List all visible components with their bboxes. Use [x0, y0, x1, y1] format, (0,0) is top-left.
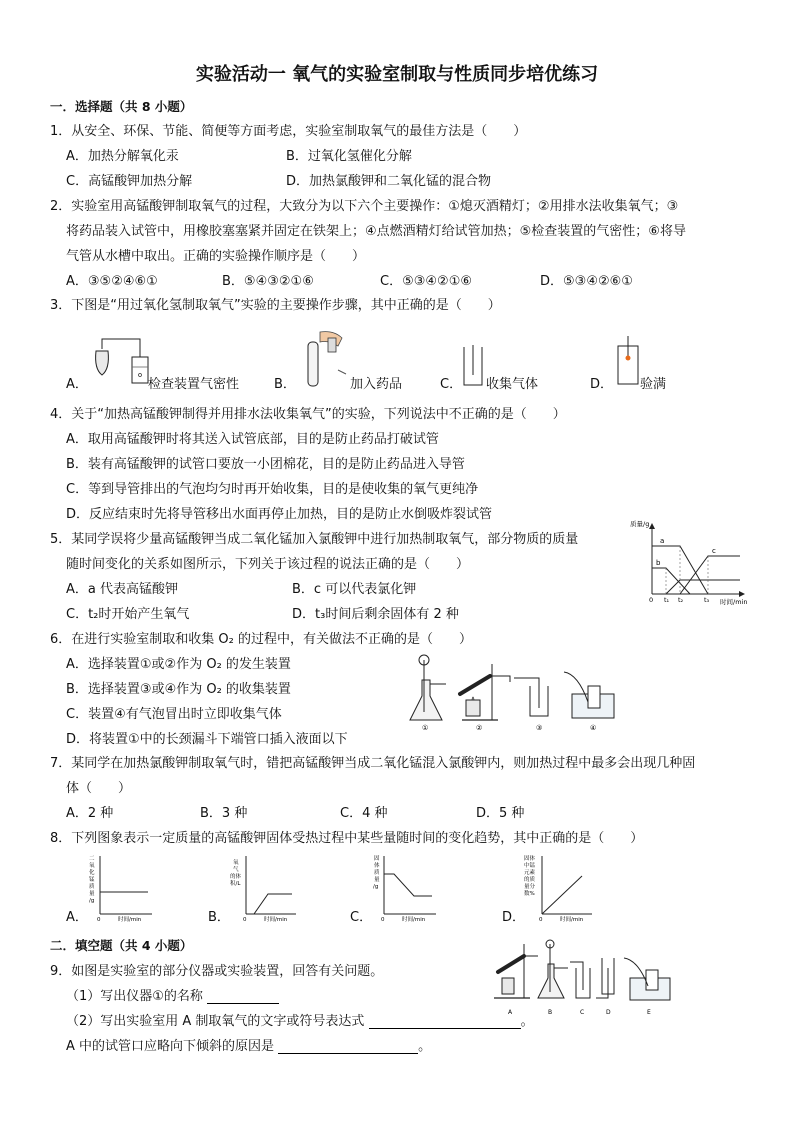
graph-tick-t3: t₃: [704, 596, 710, 604]
answer-blank-3[interactable]: [278, 1053, 418, 1054]
question-2-option-b: B．⑤④③②①⑥: [222, 274, 314, 289]
svg-text:固体质量/g: 固体质量/g: [373, 856, 380, 890]
question-3-caption-d: 验满: [640, 377, 667, 392]
graph-y-label: 质量/g: [630, 520, 650, 528]
question-5-line-2: 随时间变化的关系如图所示，下列关于该过程的说法正确的是（ ）: [66, 557, 470, 572]
apparatus-label-e: E: [647, 1009, 651, 1016]
svg-text:固体中锰元素的质量分数%: 固体中锰元素的质量分数%: [524, 856, 536, 897]
question-8-option-b: B．: [208, 910, 230, 925]
question-2-line-3: 气管从水槽中取出。正确的实验操作顺序是（ ）: [66, 249, 366, 264]
curve-label-c: c: [712, 547, 716, 555]
question-3-caption-b: 加入药品: [350, 377, 403, 392]
question-7-option-b: B．3 种: [200, 806, 248, 821]
svg-text:0: 0: [97, 917, 101, 923]
question-5-option-d: D．t₃时间后剩余固体有 2 种: [292, 607, 459, 622]
question-6-option-c: C．装置④有气泡冒出时立即收集气体: [66, 707, 282, 722]
question-3-option-d: D．: [590, 377, 614, 392]
apparatus-label-d: D: [606, 1009, 611, 1016]
apparatus-label-c: C: [580, 1009, 585, 1016]
question-2-option-c: C．⑤③④②①⑥: [380, 274, 473, 289]
svg-text:0: 0: [243, 917, 247, 923]
graph-d-manganese-fraction: [522, 852, 594, 922]
graph-tick-t2: t₂: [678, 596, 684, 604]
question-3-caption-c: 收集气体: [486, 377, 539, 392]
question-9-part-1: （1）写出仪器①的名称: [66, 985, 279, 1004]
question-4-option-b: B．装有高锰酸钾的试管口要放一小团棉花，目的是防止药品进入导管: [66, 457, 465, 472]
apparatus-label-b: B: [548, 1009, 553, 1016]
collect-gas-illustration: [460, 345, 488, 387]
question-9-part-3: A 中的试管口应略向下倾斜的原因是 。: [66, 1039, 432, 1054]
oxygen-apparatus-illustration: [402, 650, 622, 732]
question-1-stem: 1．从安全、环保、节能、简便等方面考虑，实验室制取氧气的最佳方法是（ ）: [50, 124, 527, 139]
question-2-line-1: 2．实验室用高锰酸钾制取氧气的过程，大致分为以下六个主要操作：①熄灭酒精灯；②用排水法收集氧气；③: [50, 199, 679, 214]
question-7-line-1: 7．某同学在加热氯酸钾制取氧气时，错把高锰酸钾当成二氧化锰混入氯酸钾内，则加热过程中最多会出现几种固: [50, 756, 696, 771]
question-5-option-b: B．c 可以代表氯化钾: [292, 582, 417, 597]
add-reagent-illustration: [298, 328, 350, 388]
answer-blank-1[interactable]: [207, 1003, 279, 1004]
svg-text:时间/min: 时间/min: [402, 917, 426, 923]
question-2-option-a: A．③⑤②④⑥①: [66, 274, 158, 289]
question-4-option-c: C．等到导管排出的气泡均匀时再开始收集，目的是使收集的氧气更纯净: [66, 482, 479, 497]
question-3-option-b: B．: [274, 377, 296, 392]
question-3-caption-a: 检查装置气密性: [148, 377, 240, 392]
apparatus-label-3: ③: [536, 724, 543, 732]
graph-tick-t1: t₁: [664, 596, 670, 604]
apparatus-label-2: ②: [476, 724, 483, 732]
question-5-line-1: 5．某同学误将少量高锰酸钾当成二氧化锰加入氯酸钾中进行加热制取氧气，部分物质的质量: [50, 532, 579, 547]
section-heading-choice: 一．选择题（共 8 小题）: [50, 99, 193, 114]
graph-x-label: 时间/min: [720, 598, 748, 606]
svg-text:时间/min: 时间/min: [560, 917, 584, 923]
question-8-option-d: D．: [502, 910, 526, 925]
svg-text:0: 0: [381, 917, 385, 923]
question-1-option-b: B．过氧化氢催化分解: [286, 149, 412, 164]
question-8-option-a: A．: [66, 910, 88, 925]
svg-text:氧气的体积/L: 氧气的体积/L: [230, 860, 242, 887]
question-2-option-d: D．⑤③④②⑥①: [540, 274, 633, 289]
full-check-illustration: [612, 336, 642, 386]
question-6-option-b: B．选择装置③或④作为 O₂ 的收集装置: [66, 682, 291, 697]
question-3-stem: 3．下图是“用过氧化氢制取氧气”实验的主要操作步骤，其中正确的是（ ）: [50, 298, 501, 313]
question-3-option-a: A．: [66, 377, 88, 392]
question-7-option-a: A．2 种: [66, 806, 114, 821]
question-8-stem: 8．下列图象表示一定质量的高锰酸钾固体受热过程中某些量随时间的变化趋势，其中正确的是（ ）: [50, 831, 644, 846]
question-4-option-a: A．取用高锰酸钾时将其送入试管底部，目的是防止药品打破试管: [66, 432, 439, 447]
question-1-option-a: A．加热分解氧化汞: [66, 149, 179, 164]
question-9-part-2: （2）写出实验室用 A 制取氧气的文字或符号表达式 。: [66, 1014, 534, 1029]
apparatus-label-1: ①: [422, 724, 429, 732]
question-6-option-a: A．选择装置①或②作为 O₂ 的发生装置: [66, 657, 291, 672]
section-heading-fill: 二．填空题（共 4 小题）: [50, 938, 193, 953]
question-5-option-c: C．t₂时开始产生氧气: [66, 607, 190, 622]
question-4-option-d: D．反应结束时先将导管移出水面再停止加热，目的是防止水倒吸炸裂试管: [66, 507, 493, 522]
svg-text:时间/min: 时间/min: [118, 917, 142, 923]
graph-tick-0: 0: [649, 596, 654, 604]
question-7-line-2: 体（ ）: [66, 781, 132, 796]
graph-b-oxygen-volume: [228, 852, 298, 922]
question-8-option-c: C．: [350, 910, 373, 925]
question-1-option-d: D．加热氯酸钾和二氧化锰的混合物: [286, 174, 492, 189]
lab-apparatus-illustration: [490, 938, 680, 1030]
question-1-option-c: C．高锰酸钾加热分解: [66, 174, 193, 189]
page-title: 实验活动一 氧气的实验室制取与性质同步培优练习: [195, 64, 599, 85]
graph-a-manganese-dioxide: [86, 852, 156, 922]
question-3-option-c: C．: [440, 377, 463, 392]
question-5-option-a: A．a 代表高锰酸钾: [66, 582, 178, 597]
question-2-line-2: 将药品装入试管中，用橡胶塞塞紧并固定在铁架上；④点燃酒精灯给试管加热；⑤检查装置的气密性；⑥将导: [66, 224, 686, 239]
graph-c-solid-mass: [370, 852, 440, 922]
apparatus-label-4: ④: [590, 724, 597, 732]
question-9-stem: 9．如图是实验室的部分仪器或实验装置，回答有关问题。: [50, 964, 384, 979]
question-6-stem: 6．在进行实验室制取和收集 O₂ 的过程中，有关做法不正确的是（ ）: [50, 632, 472, 647]
airtight-check-illustration: [88, 335, 150, 385]
svg-text:二氧化锰质量/g: 二氧化锰质量/g: [89, 856, 95, 904]
apparatus-label-a: A: [508, 1009, 513, 1016]
question-7-option-c: C．4 种: [340, 806, 388, 821]
svg-text:时间/min: 时间/min: [264, 917, 288, 923]
question-4-stem: 4．关于“加热高锰酸钾制得并用排水法收集氧气”的实验，下列说法中不正确的是（ ）: [50, 407, 566, 422]
curve-label-a: a: [660, 537, 665, 545]
question-7-option-d: D．5 种: [476, 806, 525, 821]
svg-text:0: 0: [539, 917, 543, 923]
mass-time-graph: [628, 516, 748, 608]
curve-label-b: b: [656, 559, 661, 567]
question-6-option-d: D．将装置①中的长颈漏斗下端管口插入液面以下: [66, 732, 348, 747]
